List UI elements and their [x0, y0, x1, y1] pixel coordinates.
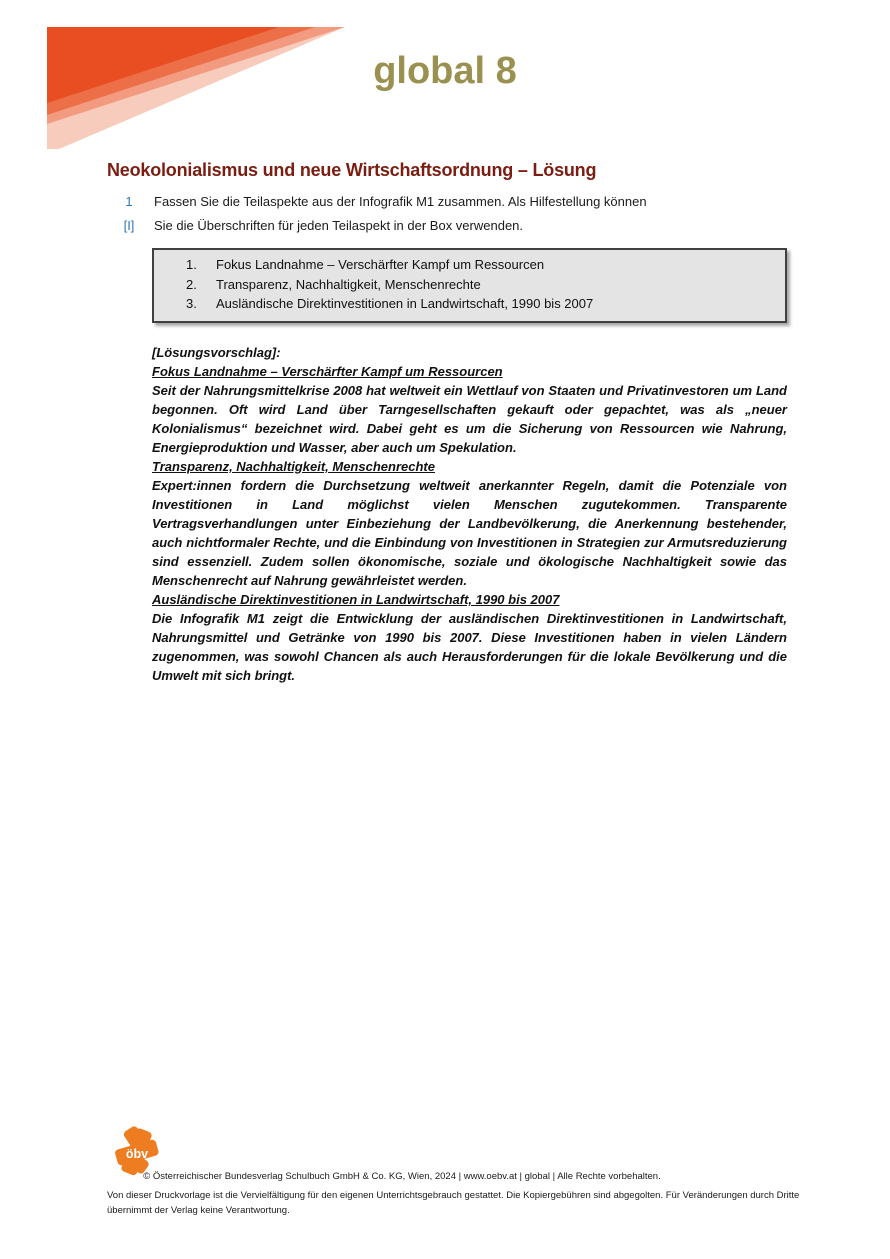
- copyright-line: © Österreichischer Bundesverlag Schulbuch GmbH & Co. KG, Wien, 2024 | www.oebv.at | global | Alle Rechte vorbehalten.: [143, 1171, 661, 1182]
- task-competence-code: [I]: [123, 218, 135, 233]
- task-block: [107, 190, 797, 238]
- hint-item-text: Fokus Landnahme – Verschärfter Kampf um Ressourcen: [216, 257, 545, 272]
- hint-item: [154, 275, 775, 295]
- solution-label: [Lösungsvorschlag]:: [152, 345, 281, 360]
- solution-section-paragraph: Seit der Nahrungsmittelkrise 2008 hat weltweit ein Wettlauf von Staaten und Privatinvestoren um Land begonnen. Oft wird Land über Tarngesellschaften gekauft oder gepachtet, was als „neuer Kolonialismus“ bezeichnet wird. Dabei geht es um die Sicherung von Ressourcen wie Nahrung, Energieproduktion und Wasser, aber auch um Spekulation.: [152, 383, 787, 455]
- solution-section-heading-text: Ausländische Direktinvestitionen in Landwirtschaft, 1990 bis 2007: [152, 592, 560, 607]
- task-markers: [111, 190, 147, 238]
- solution-section-heading-text: Transparenz, Nachhaltigkeit, Menschenrechte: [152, 459, 435, 474]
- hint-item-text: Transparenz, Nachhaltigkeit, Menschenrechte: [216, 276, 481, 292]
- hint-item-number: 2.: [186, 276, 197, 292]
- solution-section-heading-text: Fokus Landnahme – Verschärfter Kampf um Ressourcen: [152, 364, 503, 379]
- solution-section-heading: [152, 590, 787, 609]
- page-title: Neokolonialismus und neue Wirtschaftsordnung – Lösung: [107, 160, 597, 181]
- fine-print: Von dieser Druckvorlage ist die Vervielfältigung für den eigenen Unterrichtsgebrauch gestattet. Die Kopiergebühren sind abgegolten. Für Veränderungen durch Dritte übernimmt der Verlag keine Verantwortung.: [107, 1190, 800, 1216]
- hint-box: [152, 248, 787, 323]
- hint-item-number: 3.: [186, 296, 197, 311]
- hint-item: [154, 294, 775, 314]
- solution-section-paragraph: Expert:innen fordern die Durchsetzung weltweit anerkannter Regeln, damit die Potenziale von Investitionen in Land möglichst vielen Menschen zugutekommen. Transparente Vertragsverhandlungen unter Einbeziehung der Landbevölkerung, die Anerkennung bestehender, auch nichtformaler Rechte, und die Einbindung von Investitionen in Strategien zur Armutsreduzierung sind essenziell. Zudem sollen ökonomische, soziale und ökologische Nachhaltigkeit sowie das Menschenrecht auf Nahrung gewährleistet werden.: [152, 478, 787, 588]
- hint-item-text: Ausländische Direktinvestitionen in Landwirtschaft, 1990 bis 2007: [216, 296, 594, 311]
- task-number: 1: [125, 194, 133, 209]
- hint-item: [154, 255, 775, 275]
- solution-section-heading: [152, 457, 787, 476]
- solution-section-heading: [152, 362, 787, 381]
- solution-section-paragraph: Die Infografik M1 zeigt die Entwicklung der ausländischen Direktinvestitionen in Landwirtschaft, Nahrungsmittel und Getränke von 1990 bis 2007. Diese Investitionen haben in vielen Ländern zugenommen, was sowohl Chancen als auch Herausforderungen für die lokale Bevölkerung und die Umwelt mit sich bringt.: [152, 611, 787, 683]
- solution-block: [152, 343, 787, 685]
- task-instruction: Fassen Sie die Teilaspekte aus der Infografik M1 zusammen. Als Hilfestellung können Sie die Überschriften für jeden Teilaspekt in der Box verwenden.: [154, 194, 647, 233]
- series-title: global 8: [373, 50, 517, 92]
- oebv-logo-text: öbv: [125, 1146, 149, 1161]
- hint-item-number: 1.: [186, 257, 197, 272]
